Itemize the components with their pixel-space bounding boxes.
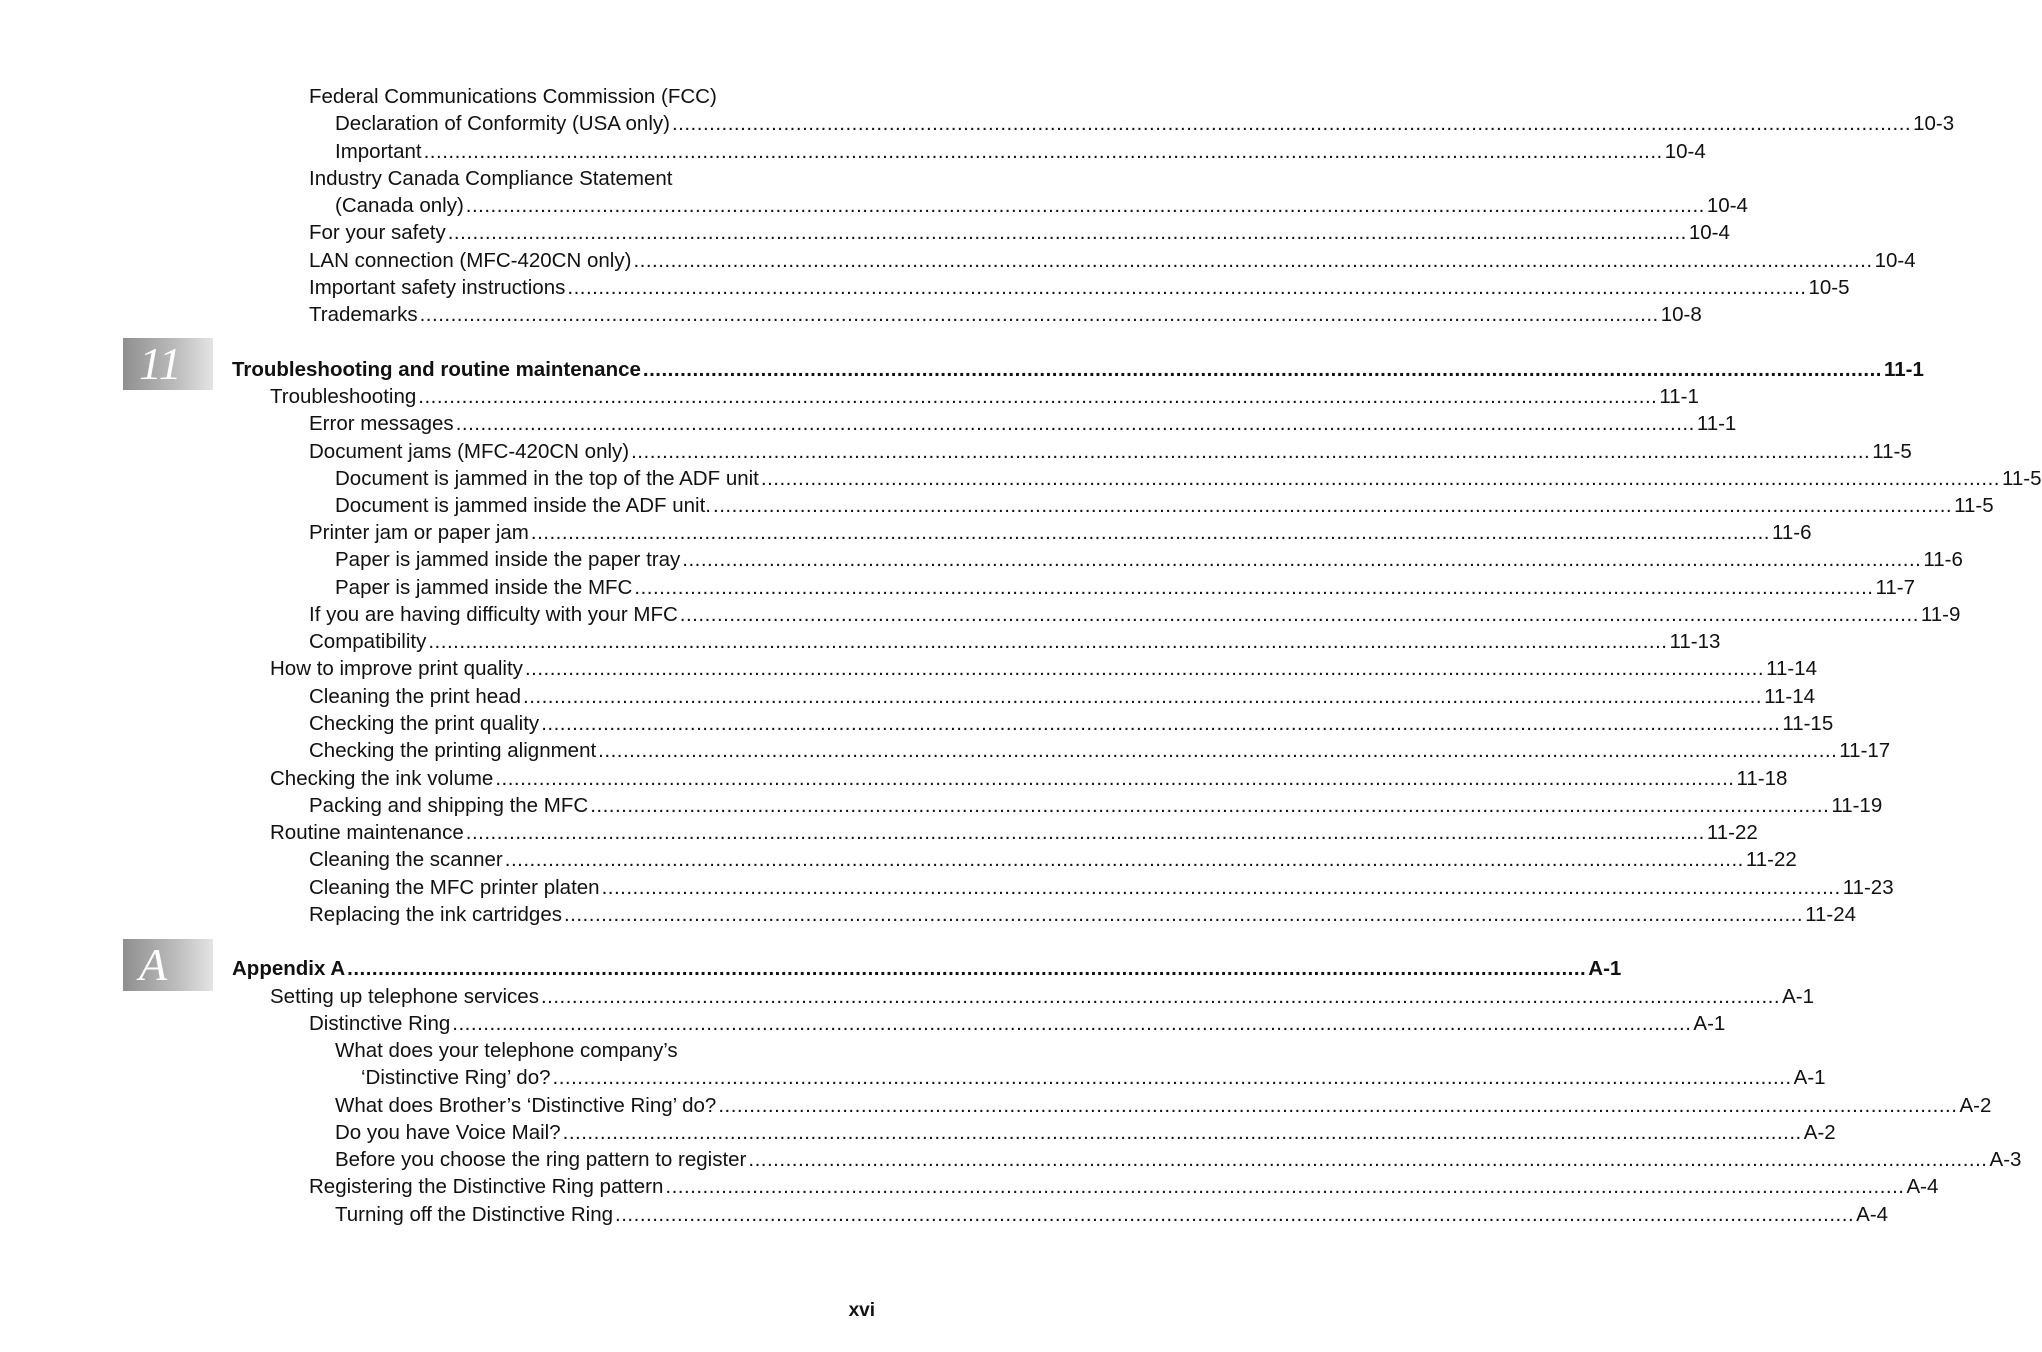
dot-leader: ........................................................................................................................................................................................................: [465, 821, 1705, 844]
toc-entry-page: 10-4: [1688, 221, 1730, 244]
dot-leader: ........................................................................................................................................................................................................: [713, 494, 1953, 517]
toc-entry-compatibility[interactable]: [309, 628, 1721, 655]
toc-entry-page: 10-8: [1660, 303, 1702, 326]
toc-entry-label: What does your telephone company’s: [335, 1039, 678, 1062]
toc-entry-page: 11-7: [1875, 576, 1916, 599]
toc-entry-telephone-services[interactable]: [270, 983, 1814, 1010]
toc-entry-page: 11-22: [1706, 821, 1758, 844]
toc-entry-label: Routine maintenance: [270, 821, 464, 844]
toc-entry-page: 11-14: [1764, 685, 1816, 708]
toc-entry-printer-jam[interactable]: [309, 519, 1812, 546]
toc-chapter-appendix-a[interactable]: [232, 955, 1622, 982]
toc-entry-label: Registering the Distinctive Ring pattern: [309, 1175, 664, 1198]
toc-entry-safety-instructions[interactable]: [309, 274, 1850, 301]
toc-entry-label: Document jams (MFC-420CN only): [309, 440, 630, 463]
toc-entry-packing-shipping[interactable]: [309, 792, 1883, 819]
dot-leader: ........................................................................................................................................................................................................: [748, 1148, 1988, 1171]
toc-entry-error-messages[interactable]: [309, 410, 1737, 437]
toc-entry-improve-print-quality[interactable]: [270, 655, 1817, 682]
dot-leader: ........................................................................................................................................................................................................: [590, 794, 1830, 817]
toc-entry-page: 11-5: [1954, 494, 1994, 517]
toc-entry-label: Cleaning the MFC printer platen: [309, 876, 600, 899]
toc-entry-replacing-ink[interactable]: [309, 901, 1857, 928]
toc-entry-page: A-4: [1856, 1203, 1889, 1226]
dot-leader: ........................................................................................................................................................................................................: [465, 194, 1705, 217]
toc-entry-page: 11-17: [1839, 739, 1891, 762]
toc-entry-page: 11-18: [1736, 767, 1788, 790]
toc-entry-label: Cleaning the scanner: [309, 848, 503, 871]
toc-entry-label: Error messages: [309, 412, 454, 435]
toc-entry-cleaning-scanner[interactable]: [309, 846, 1797, 873]
toc-entry-jam-inside-adf[interactable]: [335, 492, 1994, 519]
toc-entry-label: (Canada only): [335, 194, 464, 217]
dot-leader: ........................................................................................................................................................................................................: [671, 112, 1912, 135]
chapter-tab-appendix-a: A: [123, 939, 213, 991]
toc-entry-page: 11-6: [1923, 548, 1963, 571]
dot-leader: ........................................................................................................................................................................................................: [423, 140, 1663, 163]
toc-entry-difficulty-mfc[interactable]: [309, 601, 1961, 628]
toc-entry-page: A-2: [1959, 1094, 1992, 1117]
dot-leader: ........................................................................................................................................................................................................: [541, 712, 1781, 735]
dot-leader: ........................................................................................................................................................................................................: [523, 685, 1763, 708]
toc-entry-label: Checking the printing alignment: [309, 739, 597, 762]
toc-entry-label: Compatibility: [309, 630, 427, 653]
toc-entry-page: A-1: [1588, 957, 1622, 980]
toc-entry-page: 11-22: [1745, 848, 1797, 871]
toc-entry-label: How to improve print quality: [270, 657, 523, 680]
toc-entry-for-your-safety[interactable]: [309, 219, 1730, 246]
toc-entry-trademarks[interactable]: [309, 301, 1702, 328]
toc-entry-label: Important: [335, 140, 422, 163]
toc-entry-page: A-1: [1693, 1012, 1726, 1035]
toc-entry-page: 11-1: [1659, 385, 1699, 408]
toc-entry-lan-connection[interactable]: [309, 247, 1916, 274]
toc-entry-page: 11-19: [1831, 794, 1883, 817]
toc-entry-paper-jam-tray[interactable]: [335, 546, 1963, 573]
dot-leader: ........................................................................................................................................................................................................: [682, 548, 1922, 571]
dot-leader: ........................................................................................................................................................................................................: [665, 1175, 1905, 1198]
toc-entry-page: 11-1: [1884, 358, 1924, 381]
toc-entry-page: 10-4: [1706, 194, 1748, 217]
toc-entry-label: Important safety instructions: [309, 276, 566, 299]
page-number: xvi: [848, 1300, 875, 1321]
toc-entry-label: What does Brother’s ‘Distinctive Ring’ do?: [335, 1094, 717, 1117]
dot-leader: ........................................................................................................................................................................................................: [552, 1066, 1792, 1089]
toc-entry-label: Do you have Voice Mail?: [335, 1121, 561, 1144]
toc-entry-label: Paper is jammed inside the paper tray: [335, 548, 681, 571]
toc-entry-checking-alignment[interactable]: [309, 737, 1891, 764]
dot-leader: ........................................................................................................................................................................................................: [524, 657, 1765, 680]
toc-entry-troubleshooting[interactable]: [270, 383, 1699, 410]
toc-entry-page: A-3: [1989, 1148, 2022, 1171]
toc-entry-page: 10-5: [1808, 276, 1850, 299]
toc-entry-cleaning-print-head[interactable]: [309, 683, 1816, 710]
toc-entry-page: A-1: [1782, 985, 1814, 1008]
toc-entry-document-jams[interactable]: [309, 438, 1912, 465]
dot-leader: ........................................................................................................................................................................................................: [452, 1012, 1692, 1035]
toc-entry-page: 11-24: [1805, 903, 1857, 926]
toc-entry-ink-volume[interactable]: [270, 765, 1788, 792]
chapter-tab-11: 11: [123, 338, 213, 390]
toc-entry-label: Appendix A: [232, 957, 346, 980]
toc-entry-page: 10-3: [1913, 112, 1955, 135]
toc-entry-label: Paper is jammed inside the MFC: [335, 576, 633, 599]
toc-entry-routine-maintenance[interactable]: [270, 819, 1758, 846]
dot-leader: ........................................................................................................................................................................................................: [598, 739, 1838, 762]
toc-chapter-troubleshooting-maintenance[interactable]: [232, 356, 1924, 383]
toc-entry-label: Packing and shipping the MFC: [309, 794, 589, 817]
toc-entry-label: For your safety: [309, 221, 446, 244]
toc-entry-turning-off-ring[interactable]: [335, 1201, 1889, 1228]
toc-entry-label: If you are having difficulty with your MFC: [309, 603, 678, 626]
toc-entry-page: 11-9: [1920, 603, 1961, 626]
toc-entry-label: Turning off the Distinctive Ring: [335, 1203, 614, 1226]
toc-entry-page: A-4: [1906, 1175, 1939, 1198]
toc-entry-label: Printer jam or paper jam: [309, 521, 529, 544]
toc-entry-label: Trademarks: [309, 303, 418, 326]
dot-leader: ........................................................................................................................................................................................................: [633, 249, 1873, 272]
toc-entry-voice-mail[interactable]: [335, 1119, 1836, 1146]
toc-entry-distinctive-ring-do[interactable]: [361, 1064, 1826, 1091]
toc-entry-telephone-company[interactable]: [335, 1037, 875, 1064]
toc-entry-label: LAN connection (MFC-420CN only): [309, 249, 632, 272]
toc-entry-page: 11-13: [1669, 630, 1721, 653]
dot-leader: ........................................................................................................................................................................................................: [634, 576, 1874, 599]
dot-leader: ........................................................................................................................................................................................................: [615, 1203, 1855, 1226]
dot-leader: ........................................................................................................................................................................................................: [679, 603, 1919, 626]
toc-entry-paper-jam-mfc[interactable]: [335, 574, 1916, 601]
toc-entry-page: 10-4: [1664, 140, 1706, 163]
toc-entry-label: Document is jammed inside the ADF unit.: [335, 494, 711, 517]
toc-entry-jam-top-adf[interactable]: [335, 465, 2042, 492]
toc-entry-choose-ring-pattern[interactable]: [335, 1146, 2022, 1173]
toc-entry-registering-ring[interactable]: [309, 1173, 1939, 1200]
dot-leader: ........................................................................................................................................................................................................: [428, 630, 1668, 653]
toc-entry-canada-only[interactable]: [335, 192, 1748, 219]
dot-leader: ........................................................................................................................................................................................................: [455, 412, 1695, 435]
toc-entry-page: 11-5: [2002, 467, 2042, 490]
dot-leader: ........................................................................................................................................................................................................: [760, 467, 2000, 490]
toc-entry-cleaning-platen[interactable]: [309, 874, 1894, 901]
toc-entry-brother-distinctive-ring[interactable]: [335, 1092, 1992, 1119]
dot-leader: ........................................................................................................................................................................................................: [718, 1094, 1958, 1117]
dot-leader: ........................................................................................................................................................................................................: [642, 358, 1883, 381]
toc-entry-fcc-heading[interactable]: [309, 83, 875, 110]
toc-entry-page: 11-15: [1782, 712, 1834, 735]
dot-leader: ........................................................................................................................................................................................................: [562, 1121, 1802, 1144]
toc-entry-label: Checking the print quality: [309, 712, 540, 735]
toc-entry-label: Industry Canada Compliance Statement: [309, 167, 673, 190]
toc-entry-label: Troubleshooting and routine maintenance: [232, 358, 641, 381]
toc-entry-label: Document is jammed in the top of the ADF unit: [335, 467, 759, 490]
toc-entry-page: 11-5: [1872, 440, 1912, 463]
dot-leader: ........................................................................................................................................................................................................: [601, 876, 1841, 899]
toc-entry-page: 11-14: [1766, 657, 1817, 680]
dot-leader: ........................................................................................................................................................................................................: [495, 767, 1735, 790]
dot-leader: ........................................................................................................................................................................................................: [567, 276, 1807, 299]
toc-entry-page: 11-6: [1772, 521, 1812, 544]
dot-leader: ........................................................................................................................................................................................................: [504, 848, 1744, 871]
dot-leader: ........................................................................................................................................................................................................: [447, 221, 1687, 244]
toc-entry-label: Federal Communications Commission (FCC): [309, 85, 717, 108]
toc-entry-label: Declaration of Conformity (USA only): [335, 112, 670, 135]
toc-entry-label: Setting up telephone services: [270, 985, 539, 1008]
toc-entry-label: Before you choose the ring pattern to register: [335, 1148, 747, 1171]
dot-leader: ........................................................................................................................................................................................................: [540, 985, 1781, 1008]
toc-entry-distinctive-ring[interactable]: [309, 1010, 1726, 1037]
toc-entry-label: Troubleshooting: [270, 385, 417, 408]
toc-entry-label: Distinctive Ring: [309, 1012, 451, 1035]
dot-leader: ........................................................................................................................................................................................................: [419, 303, 1659, 326]
dot-leader: ........................................................................................................................................................................................................: [530, 521, 1771, 544]
toc-entry-label: Cleaning the print head: [309, 685, 521, 708]
toc-entry-label: ‘Distinctive Ring’ do?: [361, 1066, 551, 1089]
toc-entry-page: A-2: [1803, 1121, 1836, 1144]
toc-entry-page: A-1: [1793, 1066, 1826, 1089]
toc-entry-fcc-declaration[interactable]: [335, 110, 1955, 137]
toc-entry-checking-print-quality[interactable]: [309, 710, 1834, 737]
dot-leader: ........................................................................................................................................................................................................: [631, 440, 1871, 463]
toc-entry-label: Checking the ink volume: [270, 767, 494, 790]
dot-leader: ........................................................................................................................................................................................................: [563, 903, 1804, 926]
toc-entry-page: 11-23: [1842, 876, 1894, 899]
toc-entry-page: 11-1: [1696, 412, 1737, 435]
toc-entry-fcc-important[interactable]: [335, 138, 1706, 165]
dot-leader: ........................................................................................................................................................................................................: [418, 385, 1658, 408]
toc-entry-industry-canada[interactable]: [309, 165, 875, 192]
dot-leader: ........................................................................................................................................................................................................: [347, 957, 1587, 980]
toc-entry-page: 10-4: [1874, 249, 1916, 272]
toc-entry-label: Replacing the ink cartridges: [309, 903, 562, 926]
